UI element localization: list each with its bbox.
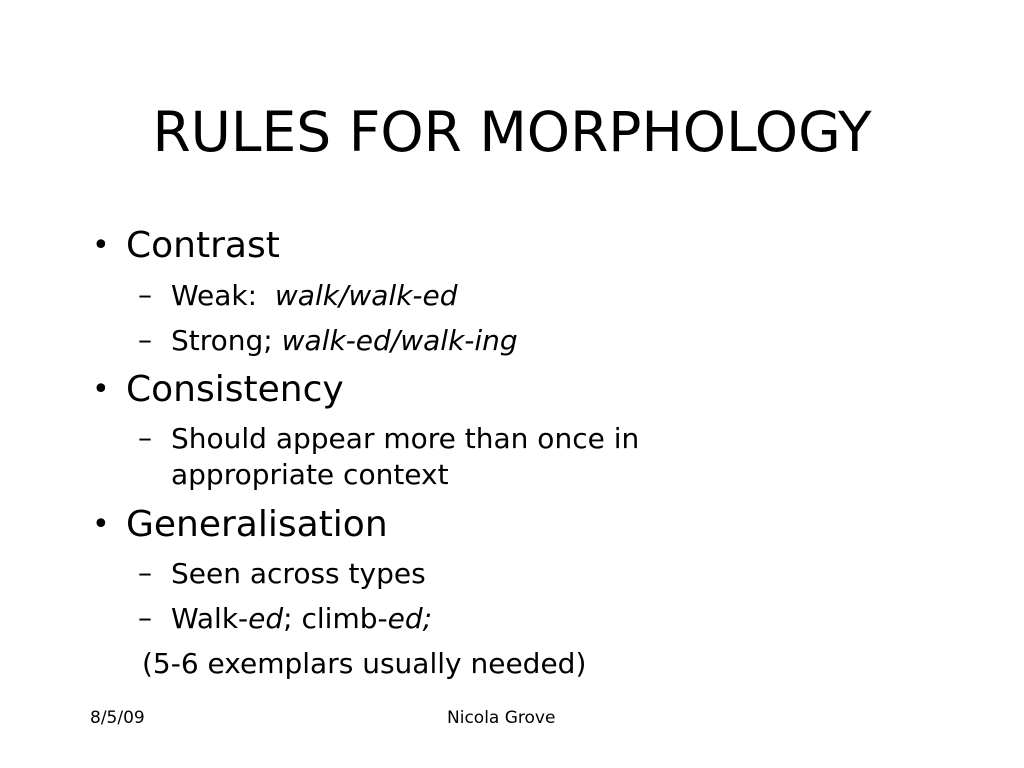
bullet-contrast: Contrast xyxy=(126,225,280,266)
footer-date: 8/5/09 xyxy=(90,708,145,728)
sub-item-weak xyxy=(171,278,458,314)
example-climb: ; climb- xyxy=(283,602,388,635)
bullet-dot: • xyxy=(92,228,110,263)
bullet-generalisation: Generalisation xyxy=(126,504,388,545)
sub-item-weak-label: Weak: xyxy=(171,279,275,312)
sub-dash: – xyxy=(138,601,152,634)
sub-item-weak-example: walk/walk-ed xyxy=(274,279,458,312)
sub-item-seen-across-types: Seen across types xyxy=(171,557,426,590)
sub-dash: – xyxy=(138,421,152,454)
sub-item-examples xyxy=(171,601,432,637)
slide-title: RULES FOR MORPHOLOGY xyxy=(152,100,872,164)
sub-item-consistency-line1: Should appear more than once in xyxy=(171,422,640,455)
bullet-dot: • xyxy=(92,507,110,542)
sub-dash: – xyxy=(138,556,152,589)
example-climb-suffix: ed; xyxy=(387,602,433,635)
sub-dash: – xyxy=(138,278,152,311)
bullet-consistency: Consistency xyxy=(126,369,344,410)
sub-item-strong-example: walk-ed/walk-ing xyxy=(281,324,518,357)
bullet-dot: • xyxy=(92,372,110,407)
example-walk: Walk- xyxy=(171,602,249,635)
sub-item-strong-label: Strong; xyxy=(171,324,282,357)
footer-author: Nicola Grove xyxy=(447,708,556,728)
sub-dash: – xyxy=(138,323,152,356)
exemplar-note: (5-6 exemplars usually needed) xyxy=(142,647,587,680)
example-walk-suffix: ed xyxy=(248,602,284,635)
sub-item-consistency-line2: appropriate context xyxy=(171,458,449,491)
sub-item-strong xyxy=(171,323,518,359)
